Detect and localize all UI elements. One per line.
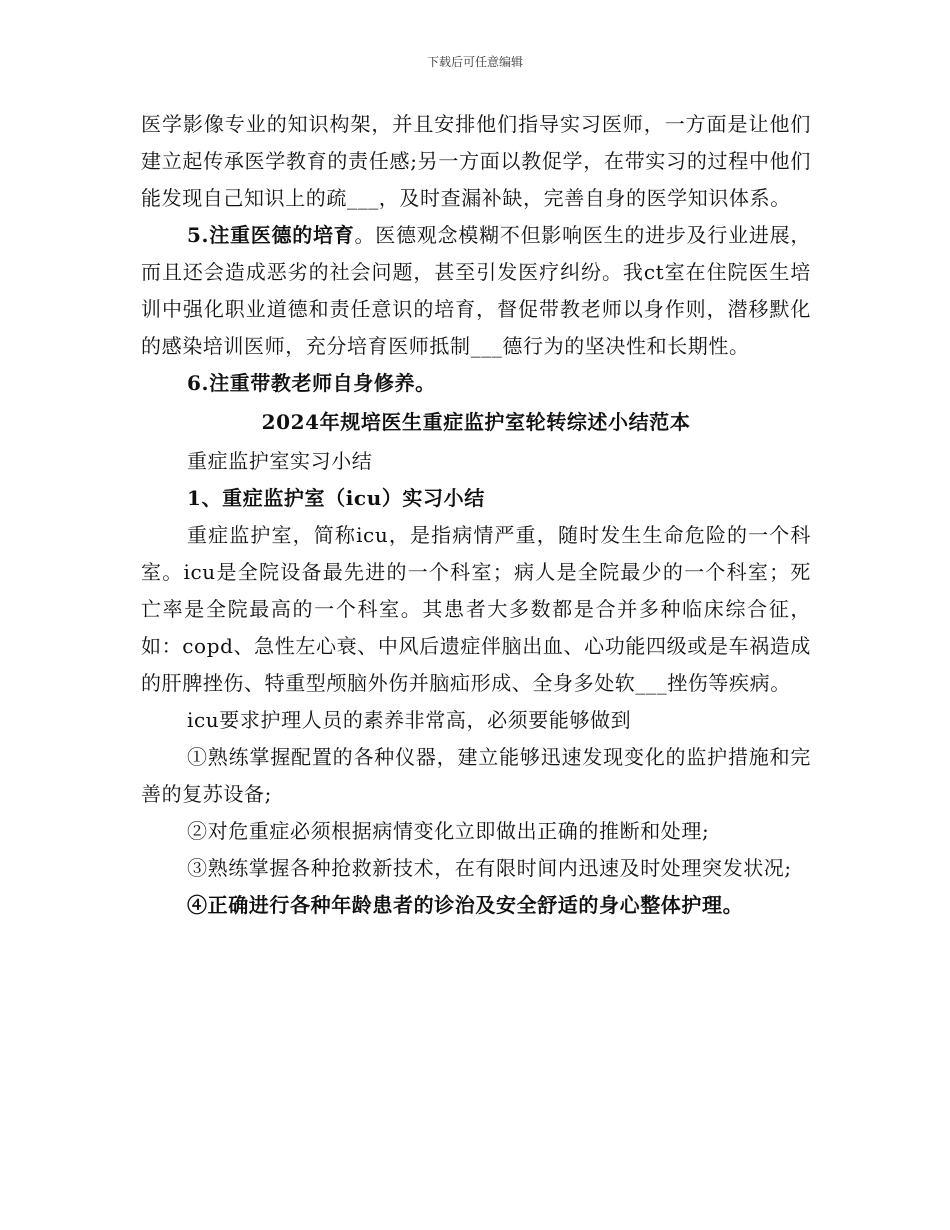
list-item-4: ④正确进行各种年龄患者的诊治及安全舒适的身心整体护理。 <box>187 893 744 917</box>
list-item-3: ③熟练掌握各种抢救新技术，在有限时间内迅速及时处理突发状况; <box>187 856 792 880</box>
body-paragraph-icu-intro: 重症监护室，简称icu，是指病情严重，随时发生生命危险的一个科室。icu是全院设备最先进的一个科室；病人是全院最少的一个科室；死亡率是全院最高的一个科室。其患者大多数都是合并多种临床综合征，如：copd、急性左心衰、中风后遗症伴脑出血、心功能四级或是车祸造成的肝脾挫伤、特重型颅脑外伤并脑疝形成、全身多处软___挫伤等疾病。 <box>141 523 811 695</box>
page-header: 下载后可任意编辑 <box>426 55 523 69</box>
heading-medical-ethics: 5.注重医德的培育 <box>187 223 355 247</box>
list-item-2: ②对危重症必须根据病情变化立即做出正确的推断和处理; <box>187 819 710 843</box>
paragraph-intro: 医学影像专业的知识构架，并且安排他们指导实习医师，一方面是让他们建立起传承医学教育的责任感;另一方面以教促学，在带实习的过程中他们能发现自己知识上的疏___，及时查漏补缺，完善自身的医学知识体系。 <box>141 112 811 210</box>
document-body <box>141 106 811 924</box>
paragraph-medical-ethics <box>141 217 811 365</box>
heading-teacher-cultivation: 6.注重带教老师自身修养。 <box>187 371 436 395</box>
paragraph-teacher-cultivation <box>141 365 811 402</box>
list-item-1: ①熟练掌握配置的各种仪器，建立能够迅速发现变化的监护措施和完善的复苏设备; <box>141 745 811 806</box>
paragraph-medical-ethics-text: 。医德观念模糊不但影响医生的进步及行业进展，而且还会造成恶劣的社会问题，甚至引发医疗纠纷。我ct室在住院医生培训中强化职业道德和责任意识的培育，督促带教老师以身作则，潜移默化的感染培训医师，充分培育医师抵制___德行为的坚决性和长期性。 <box>141 223 812 358</box>
document-title: 2024年规培医生重症监护室轮转综述小结范本 <box>261 410 691 434</box>
body-paragraph-requirements: icu要求护理人员的素养非常高，必须要能够做到 <box>187 708 632 732</box>
section-heading: 1、重症监护室（icu）实习小结 <box>187 486 485 510</box>
document-subtitle: 重症监护室实习小结 <box>187 449 373 473</box>
